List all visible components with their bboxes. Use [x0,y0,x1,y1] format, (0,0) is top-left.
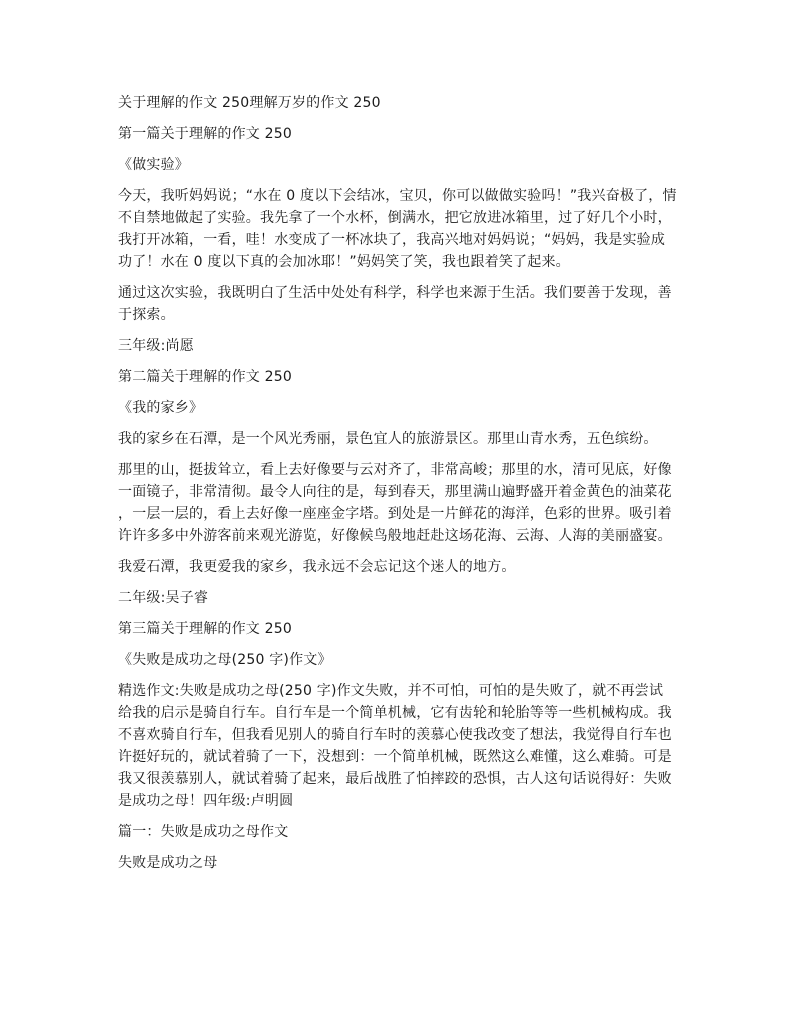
section-3-essay-title: 《失败是成功之母(250 字)作文》 [118,652,332,668]
section-1-paragraph-1 [118,185,690,273]
text-line: ，一层一层的，看上去好像一座座金字塔。到处是一片鲜花的海洋，色彩的世界。吸引着 [118,506,672,522]
text-line: 我的家乡在石潭，是一个风光秀丽，景色宜人的旅游景区。那里山青水秀，五色缤纷。 [118,431,658,447]
text-line: 精选作文:失败是成功之母(250 字)作文失败，并不可怕，可怕的是失败了，就不再尝试 [118,683,664,699]
text-line: 给我的启示是骑自行车。自行车是一个简单机械，它有齿轮和轮胎等等一些机械构成。我 [118,705,672,721]
text-line: 通过这次实验，我既明白了生活中处处有科学，科学也来源于生活。我们要善于发现，善 [118,285,672,301]
section-3-heading: 第三篇关于理解的作文 250 [118,621,292,637]
text-line: 我打开冰箱，一看，哇！水变成了一杯冰块了，我高兴地对妈妈说；“妈妈，我是实验成 [118,232,666,248]
text-line: 我又很羡慕别人，就试着骑了起来，最后战胜了怕摔跤的恐惧，古人这句话说得好：失败 [118,771,672,787]
section-1-paragraph-2 [118,282,690,326]
text-line: 我爱石潭，我更爱我的家乡，我永远不会忘记这个迷人的地方。 [118,559,516,575]
section-3-paragraph-1 [118,680,690,812]
section-1-heading: 第一篇关于理解的作文 250 [118,126,292,142]
section-2-paragraph-2 [118,459,690,547]
text-line: 许挺好玩的，就试着骑了一下，没想到：一个简单机械，既然这么难懂，这么难骑。可是 [118,749,672,765]
text-line: 许许多多中外游客前来观光游览，好像候鸟般地赶赴这场花海、云海、人海的美丽盛宴。 [118,528,672,544]
section-2-paragraph-1 [118,428,690,450]
text-line: 一面镜子，非常清彻。最令人向往的是，每到春天，那里满山遍野盛开着金黄色的油菜花 [118,484,672,500]
text-line: 不喜欢骑自行车，但我看见别人的骑自行车时的羡慕心使我改变了想法，我觉得自行车也 [118,727,672,743]
text-line: 不自禁地做起了实验。我先拿了一个水杯，倒满水，把它放进冰箱里，过了好几个小时， [118,210,672,226]
text-line: 今天，我听妈妈说；“水在 0 度以下会结冰，宝贝，你可以做做实验吗！”我兴奋极了，情 [118,188,677,204]
text-line: 是成功之母！四年级:卢明圆 [118,793,294,809]
section-2-essay-title: 《我的家乡》 [118,400,204,416]
section-3-sub-heading: 篇一：失败是成功之母作文 [118,824,289,840]
text-line: 那里的山，挺拔耸立，看上去好像要与云对齐了，非常高峻；那里的水，清可见底，好像 [118,462,672,478]
document-title: 关于理解的作文 250理解万岁的作文 250 [118,95,381,111]
document-body [118,92,690,883]
section-2-author: 二年级:吴子睿 [118,590,209,606]
section-2-heading: 第二篇关于理解的作文 250 [118,369,292,385]
section-1-essay-title: 《做实验》 [118,157,189,173]
text-line: 功了！水在 0 度以下真的会加冰耶！”妈妈笑了笑，我也跟着笑了起来。 [118,254,570,270]
section-3-last-line: 失败是成功之母 [118,855,218,871]
section-2-paragraph-3 [118,556,690,578]
section-1-author: 三年级:尚愿 [118,338,194,354]
text-line: 于探索。 [118,307,175,323]
